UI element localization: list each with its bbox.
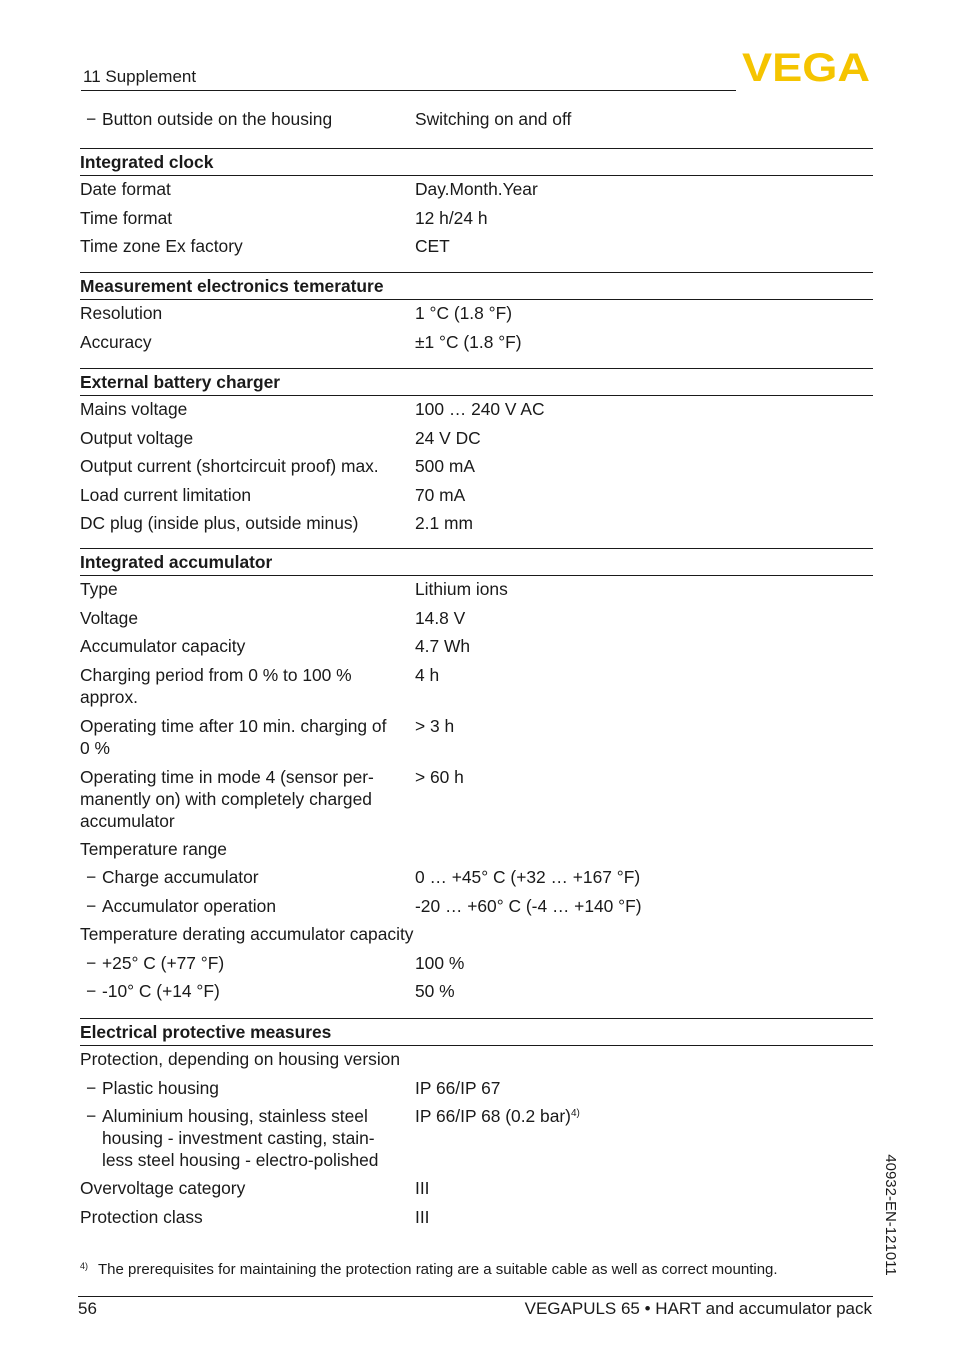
spec-value: 24 V DC [415, 427, 481, 448]
section-title-clock: Integrated clock [80, 148, 873, 176]
intro-row [80, 108, 873, 148]
document-code [880, 1140, 900, 1290]
spec-row [80, 207, 873, 236]
document-code-text: 40932-EN-121011 [882, 1154, 899, 1276]
spec-value-text: IP 66/IP 68 (0.2 bar) [415, 1106, 571, 1126]
footnote-mark: 4) [80, 1261, 89, 1271]
spec-label: Time format [80, 207, 173, 228]
document-title: VEGAPULS 65 • HART and accumulator pack [524, 1299, 872, 1318]
spec-value: 0 … +45° C (+32 … +167 °F) [415, 867, 641, 887]
footnote-ref[interactable]: 4) [570, 1108, 580, 1119]
section-title-protection: Electrical protective measures [80, 1018, 873, 1046]
spec-label: Mains voltage [80, 399, 188, 419]
spec-row [80, 952, 873, 981]
spec-label-line: Operating time in mode 4 (sensor per- [80, 766, 374, 787]
spec-table [80, 108, 873, 1234]
logo-text: VEGA [742, 50, 870, 86]
spec-value: > 3 h [415, 715, 455, 736]
spec-label-line: 0 % [80, 737, 110, 758]
spec-label-line: Charging period from 0 % to 100 % [80, 664, 352, 685]
spec-label: Resolution [80, 303, 163, 323]
spec-value: 500 mA [415, 456, 475, 476]
spec-label [80, 766, 415, 832]
spec-label [80, 664, 415, 708]
header-divider [81, 90, 736, 91]
spec-value: 70 mA [415, 484, 466, 505]
spec-value [415, 1105, 873, 1127]
footer-divider [78, 1296, 873, 1297]
spec-row [80, 866, 873, 895]
spec-label: − Accumulator operation [80, 895, 415, 917]
spec-label: − Button outside on the housing [80, 108, 415, 130]
spec-row [80, 578, 873, 607]
spec-row [80, 664, 873, 715]
spec-value: 100 % [415, 952, 465, 973]
spec-value: -20 … +60° C (-4 … +140 °F) [415, 895, 642, 916]
spec-row [80, 980, 873, 1009]
spec-label: Temperature range [80, 838, 227, 859]
spec-value: IP 66/IP 67 [415, 1077, 501, 1098]
spec-label-line: approx. [80, 686, 139, 707]
spec-value: ±1 °C (1.8 °F) [415, 331, 522, 352]
section-title-charger: External battery charger [80, 368, 873, 396]
accumulator-rows [80, 576, 873, 1018]
spec-row [80, 512, 873, 541]
spec-value: 4.7 Wh [415, 636, 471, 656]
temp-rows [80, 300, 873, 368]
spec-label [80, 715, 415, 759]
spec-label-line: manently on) with completely charged [80, 788, 372, 809]
footnote [80, 1256, 860, 1280]
section-title-accumulator: Integrated accumulator [80, 548, 873, 576]
spec-label-line: less steel housing - electro-polished [102, 1150, 379, 1170]
spec-label: Protection class [80, 1206, 203, 1227]
spec-row [80, 302, 873, 331]
spec-label: Temperature derating accumulator capacity [80, 924, 414, 944]
spec-label-line: accumulator [80, 810, 175, 831]
spec-row [80, 427, 873, 456]
spec-row [80, 331, 873, 360]
spec-value: Day.Month.Year [415, 179, 538, 199]
spec-label: Time zone Ex factory [80, 236, 243, 256]
spec-label-line: Operating time after 10 min. charging of [80, 715, 387, 736]
spec-label: − Charge accumulator [80, 866, 415, 888]
spec-label: Overvoltage category [80, 1178, 246, 1198]
spec-value: 4 h [415, 664, 440, 685]
spec-value: III [415, 1206, 430, 1227]
charger-rows [80, 396, 873, 548]
spec-row [80, 235, 873, 264]
spec-row [80, 1105, 873, 1177]
section-header: 11 Supplement [83, 67, 197, 86]
spec-row [80, 923, 873, 952]
spec-row [80, 895, 873, 924]
spec-value: > 60 h [415, 766, 464, 787]
spec-label [80, 1105, 415, 1171]
spec-value: 1 °C (1.8 °F) [415, 303, 513, 323]
spec-value: CET [415, 236, 450, 256]
spec-label: − +25° C (+77 °F) [80, 952, 415, 974]
spec-row [80, 484, 873, 513]
clock-rows [80, 176, 873, 272]
spec-row [80, 1077, 873, 1106]
spec-label: Voltage [80, 607, 139, 628]
footnote-text: The prerequisites for maintaining the protection rating are a suitable cable as well as correct mounting. [98, 1261, 778, 1278]
spec-label: Type [80, 579, 118, 599]
spec-value: 14.8 V [415, 607, 466, 628]
spec-label: Output current (shortcircuit proof) max. [80, 456, 379, 476]
spec-value: 100 … 240 V AC [415, 399, 545, 419]
vega-logo [742, 50, 872, 91]
spec-row [80, 178, 873, 207]
spec-row [80, 607, 873, 636]
spec-label: Protection, depending on housing version [80, 1049, 401, 1069]
spec-value: 50 % [415, 981, 455, 1001]
spec-value: Switching on and off [415, 109, 572, 129]
spec-label: Accuracy [80, 331, 152, 352]
spec-row [80, 398, 873, 427]
spec-row [80, 1048, 873, 1077]
spec-value: 12 h/24 h [415, 207, 488, 228]
spec-label: Load current limitation [80, 484, 252, 505]
spec-row [80, 766, 873, 838]
spec-row [80, 1206, 873, 1235]
spec-row [80, 635, 873, 664]
spec-row [80, 838, 873, 867]
spec-label: Output voltage [80, 427, 194, 448]
spec-label: Date format [80, 179, 171, 199]
spec-row [80, 715, 873, 766]
spec-row [80, 1177, 873, 1206]
page-number: 56 [78, 1299, 97, 1318]
spec-value: III [415, 1178, 430, 1198]
spec-label: Accumulator capacity [80, 636, 246, 656]
spec-value: 2.1 mm [415, 513, 473, 533]
section-title-temperature: Measurement electronics temerature [80, 272, 873, 300]
spec-label-line: − Aluminium housing, stainless steel [102, 1106, 368, 1126]
spec-label: − Plastic housing [80, 1077, 415, 1099]
spec-label: − -10° C (+14 °F) [80, 980, 415, 1002]
spec-label-line: housing - investment casting, stain- [102, 1128, 375, 1148]
spec-value: Lithium ions [415, 579, 508, 599]
spec-row [80, 455, 873, 484]
spec-label: DC plug (inside plus, outside minus) [80, 513, 359, 533]
protection-rows [80, 1046, 873, 1234]
vega-logo-icon [742, 50, 872, 86]
